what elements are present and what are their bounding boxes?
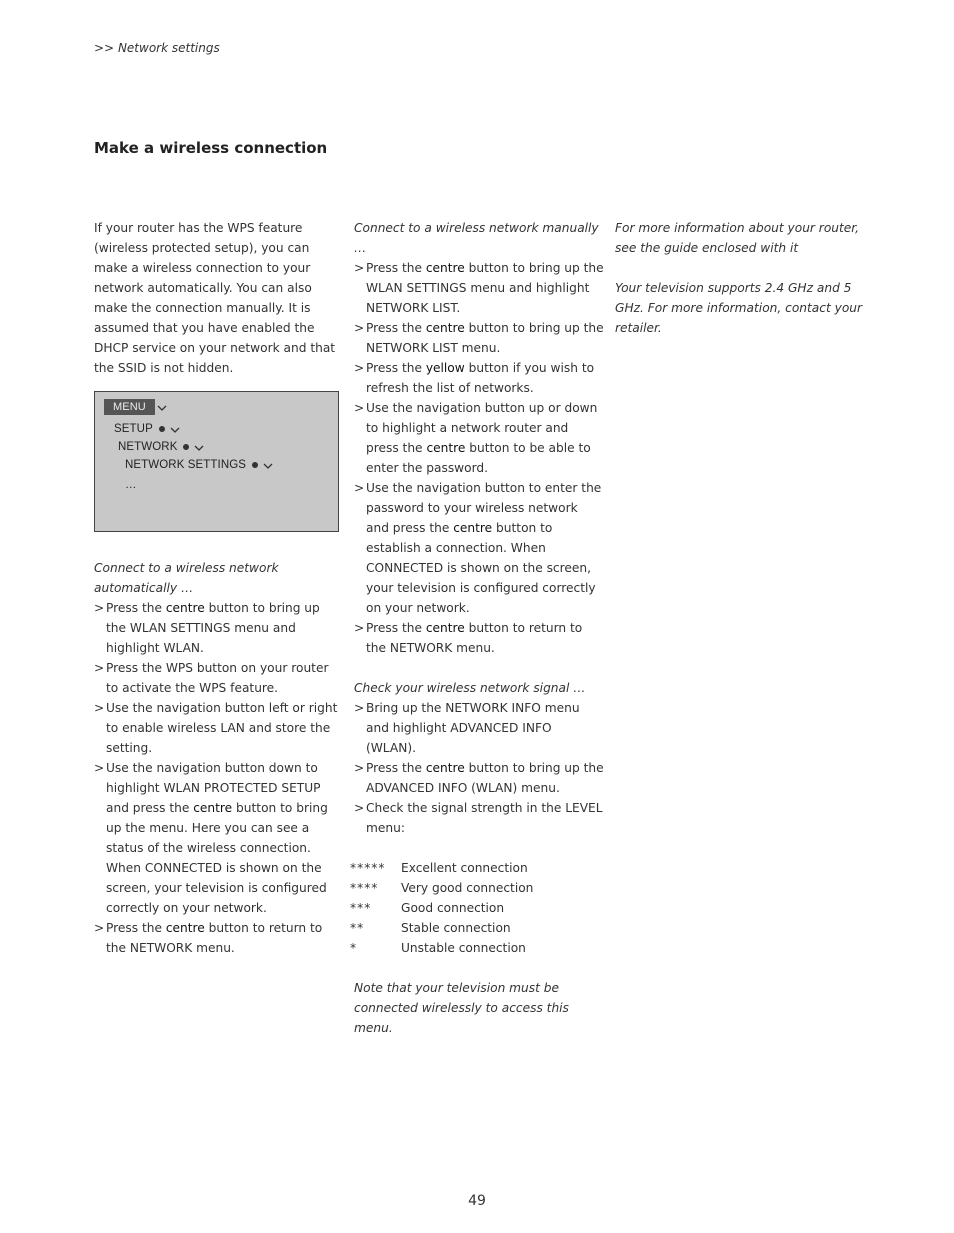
button-keyword: centre — [165, 921, 205, 935]
table-row — [350, 938, 533, 958]
step-text: Bring up the NETWORK INFO menu and highlight ADVANCED INFO (WLAN). — [366, 701, 580, 755]
signal-note: Note that your television must be connected wirelessly to access this menu. — [354, 981, 569, 1035]
page-title: Make a wireless connection — [94, 139, 328, 157]
button-keyword: centre — [425, 761, 465, 775]
button-keyword: yellow — [425, 361, 465, 375]
list-item — [354, 798, 604, 838]
list-item — [94, 918, 342, 958]
list-item — [354, 398, 604, 478]
table-row — [350, 898, 533, 918]
dot-icon — [183, 444, 189, 450]
step-text: Press the — [106, 921, 166, 935]
list-item — [354, 618, 604, 658]
step-text: Press the — [366, 621, 426, 635]
signal-stars: ***** — [350, 861, 386, 875]
menu-row-setup — [114, 421, 180, 437]
button-keyword: centre — [165, 601, 205, 615]
breadcrumb-text: Network settings — [117, 41, 220, 55]
signal-stars: ** — [350, 921, 365, 935]
intro-paragraph: If your router has the WPS feature (wireless protected setup), you can make a wireless connection to your network automatically. You can also make the connection manually. It is assumed that you have enabled the DHCP service on your network and that the SSID is not hidden. — [94, 221, 336, 375]
bullet-marker: > — [354, 261, 365, 275]
step-text: Press the — [366, 361, 426, 375]
signal-strength-table — [350, 858, 533, 958]
signal-stars: **** — [350, 881, 379, 895]
menu-network-settings-label: NETWORK SETTINGS — [125, 459, 247, 471]
button-keyword: centre — [425, 261, 465, 275]
bullet-marker: > — [94, 701, 105, 715]
step-text: Use the navigation button left or right to enable wireless LAN and store the setting. — [106, 701, 338, 755]
menu-row-ellipsis — [125, 477, 137, 493]
table-row — [350, 878, 533, 898]
step-text: button if you wish to refresh the list of networks. — [366, 361, 595, 395]
breadcrumb-arrow: >> — [94, 41, 115, 55]
button-keyword: centre — [193, 801, 233, 815]
step-text: button to return to the NETWORK menu. — [366, 621, 583, 655]
dot-icon — [159, 426, 165, 432]
button-keyword: centre — [425, 621, 465, 635]
dot-icon — [252, 462, 258, 468]
list-item — [354, 758, 604, 798]
list-item — [354, 358, 604, 398]
signal-label: Excellent connection — [401, 861, 528, 875]
step-text: Check the signal strength in the LEVEL menu: — [366, 801, 603, 835]
step-text: button to bring up the ADVANCED INFO (WLAN) menu. — [366, 761, 604, 795]
step-text: button to bring up the WLAN SETTINGS menu and highlight NETWORK LIST. — [366, 261, 604, 315]
list-item — [94, 698, 342, 758]
chevron-down-icon — [170, 425, 180, 435]
list-item — [354, 478, 604, 618]
table-row — [350, 918, 533, 938]
automatic-heading: Connect to a wireless network automatically … — [94, 561, 279, 595]
button-keyword: centre — [425, 321, 465, 335]
list-item — [354, 698, 604, 758]
automatic-steps — [94, 598, 342, 958]
step-text: button to bring up the WLAN SETTINGS menu and highlight WLAN. — [106, 601, 320, 655]
bullet-marker: > — [354, 321, 365, 335]
menu-diagram — [94, 391, 339, 532]
chevron-down-icon — [194, 443, 204, 453]
bullet-marker: > — [354, 481, 365, 495]
side-note-frequency: Your television supports 2.4 GHz and 5 GHz. For more information, contact your retailer. — [615, 281, 863, 335]
step-text: Press the — [366, 261, 426, 275]
step-text: button to return to the NETWORK menu. — [106, 921, 323, 955]
column-left — [94, 218, 342, 378]
menu-row-network-settings — [125, 457, 273, 473]
manual-heading: Connect to a wireless network manually … — [354, 221, 599, 255]
signal-label: Unstable connection — [401, 941, 526, 955]
table-row — [350, 858, 533, 878]
button-keyword: centre — [453, 521, 493, 535]
column-middle — [350, 218, 604, 1038]
menu-ellipsis: … — [125, 479, 137, 491]
signal-heading: Check your wireless network signal … — [354, 681, 586, 695]
step-text: Press the WPS button on your router to activate the WPS feature. — [106, 661, 329, 695]
breadcrumb — [94, 41, 220, 55]
column-right — [615, 218, 865, 338]
menu-label: MENU — [104, 399, 155, 415]
bullet-marker: > — [354, 361, 365, 375]
bullet-marker: > — [354, 621, 365, 635]
bullet-marker: > — [94, 761, 105, 775]
bullet-marker: > — [354, 401, 365, 415]
step-text: Use the navigation button down to highlight WLAN PROTECTED SETUP and press the — [106, 761, 321, 815]
list-item — [354, 258, 604, 318]
button-keyword: centre — [426, 441, 466, 455]
bullet-marker: > — [354, 801, 365, 815]
signal-label: Good connection — [401, 901, 505, 915]
list-item — [94, 658, 342, 698]
bullet-marker: > — [354, 701, 365, 715]
bullet-marker: > — [94, 921, 105, 935]
step-text: button to bring up the menu. Here you can see a status of the wireless connection. When CONNECTED is shown on the screen, your television is configured correctly on your network. — [106, 801, 328, 915]
signal-stars: *** — [350, 901, 372, 915]
bullet-marker: > — [94, 661, 105, 675]
menu-row-menu — [104, 399, 167, 415]
page-number: 49 — [468, 1193, 486, 1209]
signal-steps — [354, 698, 604, 838]
menu-network-label: NETWORK — [118, 441, 178, 453]
manual-steps — [354, 258, 604, 658]
bullet-marker: > — [94, 601, 105, 615]
step-text: button to bring up the NETWORK LIST menu. — [366, 321, 604, 355]
list-item — [94, 598, 342, 658]
signal-label: Stable connection — [401, 921, 511, 935]
bullet-marker: > — [354, 761, 365, 775]
step-text: Press the — [366, 761, 426, 775]
step-text: button to establish a connection. When CONNECTED is shown on the screen, your television is configured correctly on your network. — [366, 521, 596, 615]
step-text: Press the — [366, 321, 426, 335]
chevron-down-icon — [263, 461, 273, 471]
chevron-down-icon — [157, 403, 167, 413]
side-note-router: For more information about your router, see the guide enclosed with it — [615, 221, 860, 255]
step-text: Use the navigation button up or down to highlight a network router and press the — [366, 401, 598, 455]
menu-row-network — [118, 439, 204, 455]
list-item — [354, 318, 604, 358]
signal-label: Very good connection — [401, 881, 534, 895]
step-text: Press the — [106, 601, 166, 615]
list-item — [94, 758, 342, 918]
signal-stars: * — [350, 941, 358, 955]
step-text: Use the navigation button to enter the password to your wireless network and press the — [366, 481, 602, 535]
step-text: button to be able to enter the password. — [366, 441, 591, 475]
menu-setup-label: SETUP — [114, 423, 153, 435]
automatic-section — [94, 558, 342, 958]
